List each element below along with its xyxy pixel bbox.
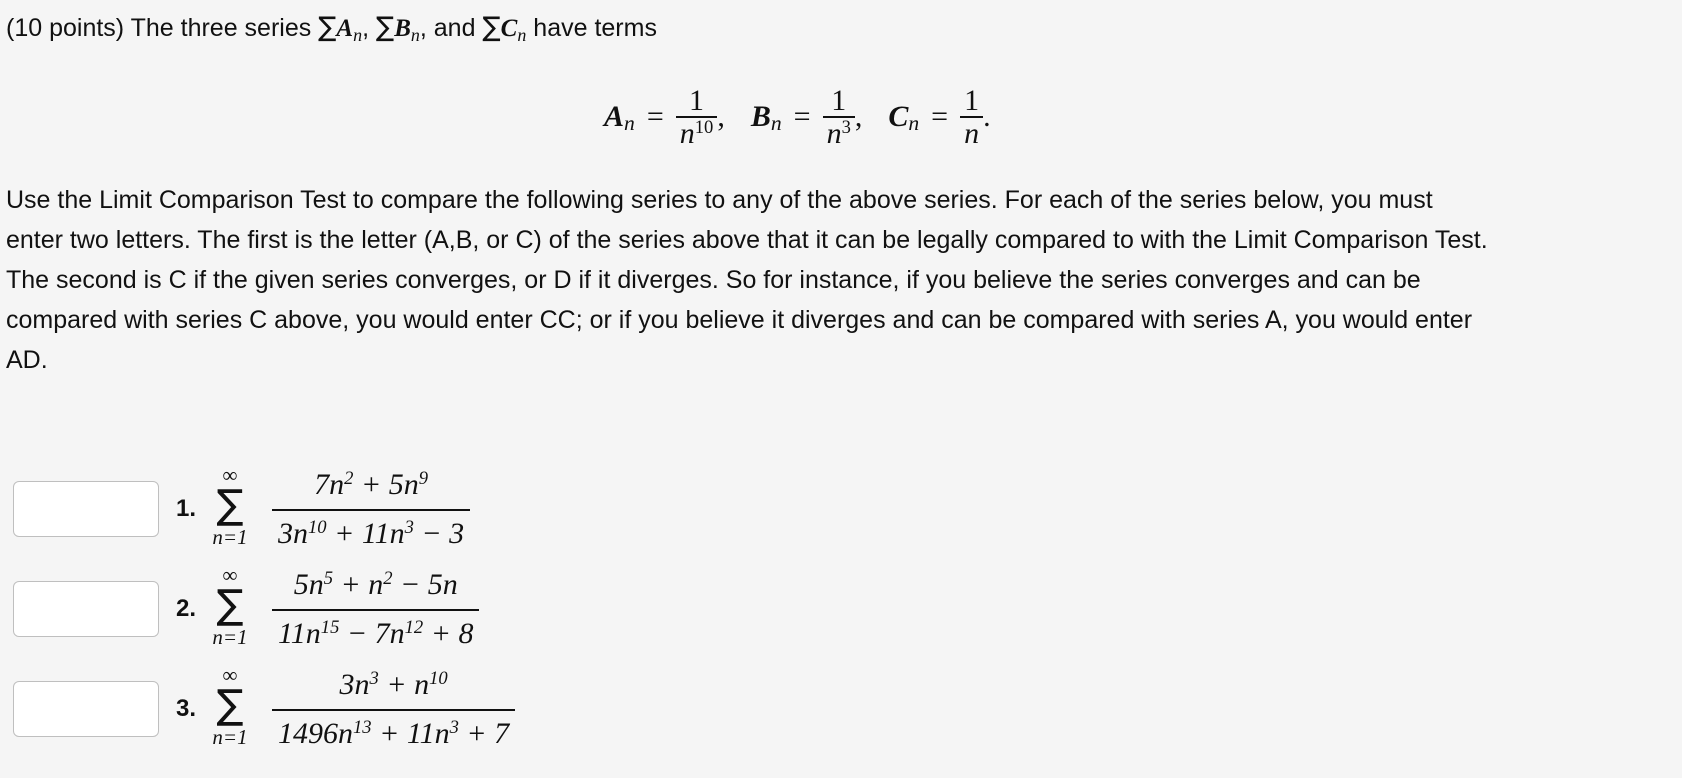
problem-2 bbox=[0, 563, 700, 659]
t: 2 bbox=[344, 467, 354, 489]
problem-3 bbox=[0, 663, 700, 759]
numerator bbox=[286, 563, 466, 609]
den-exp: 3 bbox=[841, 116, 851, 138]
t: n bbox=[403, 468, 419, 501]
denominator bbox=[272, 609, 479, 657]
t: 10 bbox=[429, 667, 448, 689]
fraction bbox=[823, 85, 855, 150]
t: 1496 bbox=[278, 717, 338, 750]
series-fraction bbox=[272, 463, 470, 557]
t: n bbox=[308, 568, 324, 601]
t: 15 bbox=[320, 616, 340, 638]
frac-den bbox=[823, 116, 855, 150]
series-name-b: B bbox=[394, 15, 411, 42]
def-sub: n bbox=[908, 110, 920, 135]
equals-sign: = bbox=[931, 100, 949, 133]
t: n bbox=[354, 668, 370, 701]
series-definitions bbox=[604, 72, 991, 162]
t: + 11 bbox=[326, 517, 390, 550]
sum-lower-limit: n=1 bbox=[212, 725, 248, 749]
t: 12 bbox=[404, 616, 424, 638]
series-fraction bbox=[272, 663, 515, 757]
t: 3 bbox=[278, 517, 293, 550]
t: n bbox=[293, 517, 308, 550]
summation bbox=[206, 565, 254, 649]
t: + bbox=[332, 568, 369, 601]
t: + bbox=[378, 668, 415, 701]
problem-number: 3. bbox=[176, 695, 197, 722]
def-lhs: C bbox=[888, 100, 909, 133]
numerator bbox=[306, 463, 436, 509]
t: 10 bbox=[308, 516, 327, 538]
summation bbox=[206, 665, 254, 749]
punct: , bbox=[854, 100, 863, 133]
sigma-symbol: ∑ bbox=[482, 12, 501, 43]
fraction bbox=[676, 85, 718, 150]
def-lhs: A bbox=[604, 100, 625, 133]
t: 3 bbox=[404, 516, 414, 538]
t: + 8 bbox=[423, 617, 474, 650]
t: n bbox=[434, 717, 450, 750]
problem-intro bbox=[6, 10, 657, 48]
subscript-n: n bbox=[353, 25, 363, 46]
t: 5 bbox=[293, 568, 309, 601]
sum-lower-limit: n=1 bbox=[212, 625, 248, 649]
t: n bbox=[368, 568, 384, 601]
denominator bbox=[272, 709, 515, 757]
intro-prefix: (10 points) The three series bbox=[6, 14, 312, 42]
t: 9 bbox=[418, 467, 428, 489]
frac-num: 1 bbox=[964, 83, 980, 117]
t: + 5 bbox=[353, 468, 404, 501]
sigma-symbol: ∑ bbox=[318, 12, 337, 43]
den-exp: 10 bbox=[694, 116, 714, 138]
subscript-n: n bbox=[517, 25, 527, 46]
instructions-text: Use the Limit Comparison Test to compare the following series to any of the above series. For each of the series below, you must enter two letters. The first is the letter (A,B, or C) of the series above that it can be legally compared to with the Limit Comparison Test. The second is C if the given series converges, or D if it diverges. So for instance, if you believe the series converges and can be compared with series C above, you would enter CC; or if you believe it diverges and can be compared with series A, you would enter AD. bbox=[6, 186, 1488, 374]
t: n bbox=[305, 617, 321, 650]
punct: , bbox=[717, 100, 725, 133]
t: + 7 bbox=[458, 717, 510, 750]
subscript-n: n bbox=[410, 25, 420, 46]
def-sub: n bbox=[770, 110, 782, 135]
sigma-symbol: ∑ bbox=[216, 582, 244, 628]
equals-sign: = bbox=[793, 100, 811, 133]
def-lhs: B bbox=[750, 100, 771, 133]
den-base: n bbox=[964, 117, 980, 150]
t: 3 bbox=[449, 716, 459, 738]
definition-b bbox=[751, 85, 863, 150]
t: 3 bbox=[369, 667, 379, 689]
series-name-c: C bbox=[500, 15, 518, 42]
t: n bbox=[389, 517, 405, 550]
series-fraction bbox=[272, 563, 479, 657]
t: n bbox=[329, 468, 345, 501]
sigma-symbol: ∑ bbox=[216, 482, 244, 528]
t: 13 bbox=[353, 716, 372, 738]
t: + 11 bbox=[371, 717, 435, 750]
frac-num: 1 bbox=[689, 83, 705, 117]
sigma-symbol: ∑ bbox=[216, 682, 244, 728]
problem-number: 2. bbox=[176, 595, 197, 622]
answer-input-1[interactable] bbox=[13, 481, 159, 537]
summation bbox=[206, 465, 254, 549]
den-base: n bbox=[679, 117, 695, 150]
t: n bbox=[389, 617, 405, 650]
sum-upper-limit: ∞ bbox=[222, 663, 238, 687]
t: n bbox=[414, 668, 430, 701]
t: 5 bbox=[323, 567, 333, 589]
separator: , and bbox=[419, 14, 476, 42]
problem-number: 1. bbox=[176, 495, 197, 522]
frac-den bbox=[960, 116, 983, 150]
sum-upper-limit: ∞ bbox=[222, 463, 238, 487]
frac-den bbox=[676, 116, 718, 150]
equals-sign: = bbox=[646, 100, 664, 133]
frac-num: 1 bbox=[831, 83, 847, 117]
punct: . bbox=[983, 100, 991, 133]
intro-suffix: have terms bbox=[533, 14, 657, 42]
numerator bbox=[332, 663, 456, 709]
sigma-symbol: ∑ bbox=[376, 12, 395, 43]
sum-upper-limit: ∞ bbox=[222, 563, 238, 587]
t: n bbox=[338, 717, 353, 750]
t: 2 bbox=[383, 567, 393, 589]
separator: , bbox=[362, 14, 370, 42]
t: 11 bbox=[278, 617, 306, 650]
series-name-a: A bbox=[336, 15, 354, 42]
t: 7 bbox=[314, 468, 330, 501]
sum-lower-limit: n=1 bbox=[212, 525, 248, 549]
t: 3 bbox=[339, 668, 355, 701]
den-base: n bbox=[826, 117, 842, 150]
def-sub: n bbox=[624, 110, 635, 135]
fraction bbox=[960, 85, 983, 150]
definition-a bbox=[604, 85, 725, 150]
t: − 3 bbox=[413, 517, 465, 550]
answer-input-2[interactable] bbox=[13, 581, 159, 637]
t: − 5 bbox=[392, 568, 443, 601]
denominator bbox=[272, 509, 470, 557]
problem-1 bbox=[0, 463, 700, 559]
answer-input-3[interactable] bbox=[13, 681, 159, 737]
definition-c bbox=[888, 85, 990, 150]
t: − 7 bbox=[339, 617, 390, 650]
t: n bbox=[442, 568, 458, 601]
